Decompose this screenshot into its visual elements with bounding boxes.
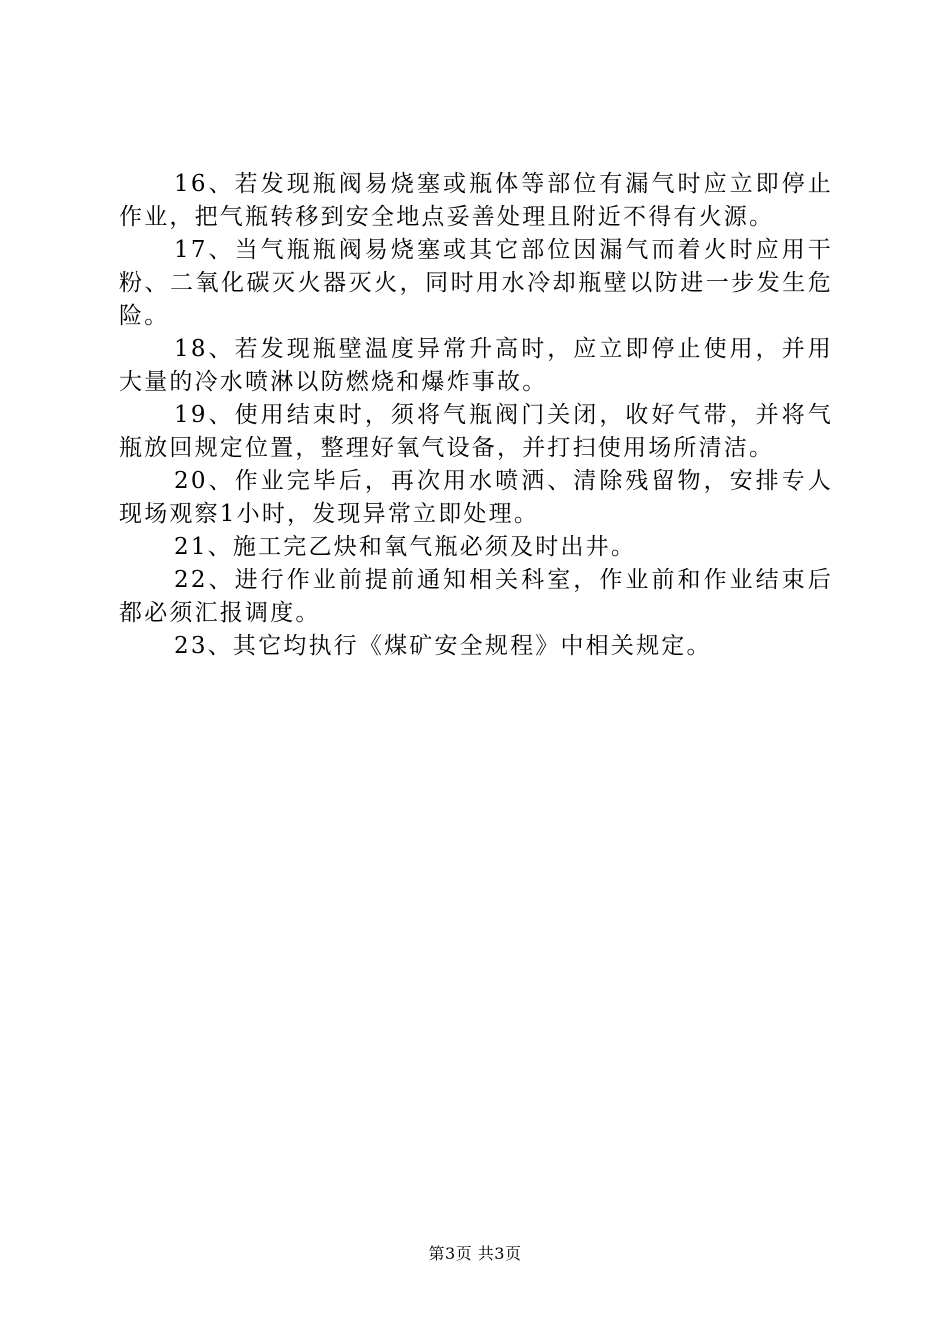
paragraph-21: 21、施工完乙炔和氧气瓶必须及时出井。 — [174, 534, 637, 560]
document-body — [119, 168, 833, 663]
page-footer: 第3页 共3页 — [428, 1244, 522, 1263]
paragraph-22: 22、进行作业前提前通知相关科室，作业前和作业结束后都必须汇报调度。 — [119, 567, 833, 626]
paragraph-16: 16、若发现瓶阀易烧塞或瓶体等部位有漏气时应立即停止作业，把气瓶转移到安全地点妥善处理且附近不得有火源。 — [119, 171, 833, 230]
paragraph-18: 18、若发现瓶壁温度异常升高时，应立即停止使用，并用大量的冷水喷淋以防燃烧和爆炸事故。 — [119, 336, 833, 395]
paragraph-23: 23、其它均执行《煤矿安全规程》中相关规定。 — [174, 633, 712, 659]
paragraph-17: 17、当气瓶瓶阀易烧塞或其它部位因漏气而着火时应用干粉、二氧化碳灭火器灭火，同时用水冷却瓶壁以防进一步发生危险。 — [119, 237, 833, 329]
paragraph-19: 19、使用结束时，须将气瓶阀门关闭，收好气带，并将气瓶放回规定位置，整理好氧气设备，并打扫使用场所清洁。 — [119, 402, 833, 461]
paragraph-20: 20、作业完毕后，再次用水喷洒、清除残留物，安排专人现场观察1小时，发现异常立即处理。 — [119, 468, 833, 527]
